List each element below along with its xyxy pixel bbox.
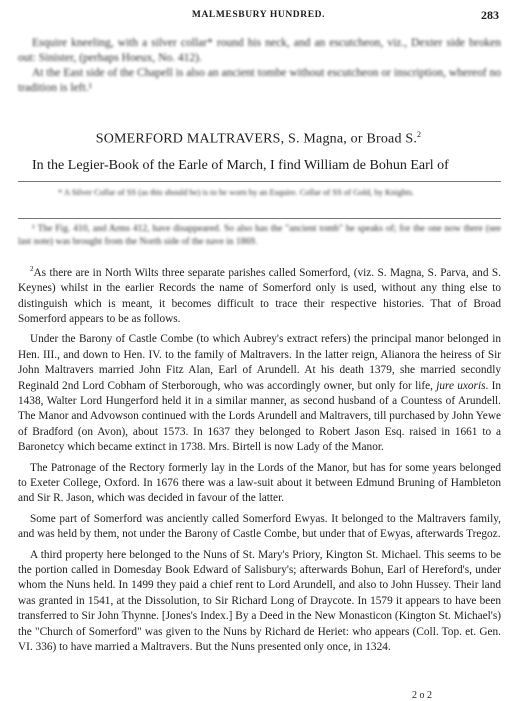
body-paragraph: Some part of Somerford was anciently called Somerford Ewyas. It belonged to the Maltravers family, and was held by them, not under the Barony of Castle Combe, but under that of Ewyas, afterwards Tregoz.: [18, 512, 501, 541]
body-paragraph: $^2$As there are in North Wilts three separate parishes called Somerford, (viz. S. Magna, S. Parva, and S. Keynes) whilst in the earlier Records the name of Somerford only is used, without any thing else to distinguish which is meant, it becomes difficult to trace their respective histories. That of Broad Somerford appears to be as follows.: [18, 265, 501, 325]
page-number: 283: [481, 8, 499, 22]
signature-mark: 2 o 2: [412, 690, 432, 701]
body-paragraph: A third property here belonged to the Nuns of St. Mary's Priory, Kington St. Michael. This seems to be the portion called in Domesday Book Edward of Salisbury's; afterwards Bohun, Earl of Hereford's, under whom the Nuns held. In 1499 they paid a chief rent to Lord Arundell, and also to John Hussey. Their land was granted in 1541, at the Dissolution, to Sir Richard Long of Draycote. In 1579 it appears to have been transferred to Sir John Thynne. [Jones's Index.] By a Deed in the New Monasticon (Kington St. Michael's) the "Church of Somerford" was given to the Nuns by Richard de Heriet: who appears (Coll. Top. et. Gen. VI. 336) to have married a Maltravers. But the Nuns presented only once, in 1324.: [18, 548, 501, 654]
section-title-text: SOMERFORD MALTRAVERS, S. Magna, or Broad S.: [95, 131, 418, 147]
blurred-paragraph-2: At the East side of the Chapell is also an ancient tombe without escutcheon or inscription, whereof no tradition is left.¹: [18, 67, 501, 94]
body-paragraph: The Patronage of the Rectory formerly lay in the Lords of the Manor, but has for some years belonged to Exeter College, Oxford. In 1676 there was a law-suit about it between Edmund Bruning of Hambleton and Sir R. Jason, which was decided in favour of the latter.: [18, 461, 501, 505]
body-paragraph: Under the Barony of Castle Combe (to which Aubrey's extract refers) the principal manor belonged in Hen. III., and down to Hen. IV. to the family of Maltravers. In the latter reign, Alianora the heiress of Sir John Maltravers married John Fitz Alan, Earl of Arundell. At his death 1379, she married secondly Reginald 2nd Lord Cobham of Sterborough, who was accordingly owner, but only for life, jure uxoris. In 1438, Walter Lord Hungerford held it in a similar manner, as second husband of a Countess of Arundell. The Manor and Advowson continued with the Lords Arundell and Maltravers, till purchased by John Yewe of Bradford (on Avon), about 1573. In 1637 they belonged to Robert Jason Esq. raised in 1661 to a Baronetcy which became extinct in 1738. Mrs. Birtell is now Lady of the Manor.: [18, 333, 501, 454]
opening-line: In the Legier-Book of the Earle of March, I find William de Bohun Earl of: [32, 158, 449, 173]
footnote-marker: 2: [30, 265, 34, 273]
section-title-footnote-ref: 2: [417, 130, 422, 139]
running-title: MALMESBURY HUNDRED.: [191, 10, 326, 20]
footnote-divider: [18, 218, 501, 219]
footnote-1: ¹ The Fig. 410, and Arms 412, have disappeared. So also has the "ancient tomb" he speaks of; for the one now there (see last note) was brought from the North side of the nave in 1869.: [18, 224, 501, 247]
latin-phrase: jure uxoris: [436, 379, 486, 392]
footnote-divider: [18, 181, 501, 182]
page-header: [18, 10, 499, 26]
footnote-collar: * A Silver Collar of SS (as this should be) is to be worn by an Esquire. Collar of SS of Gold, by Knights.: [58, 187, 415, 197]
blurred-paragraph-1: Esquire kneeling, with a silver collar* round his neck, and an escutcheon, viz., Dexter side broken out: Sinister, (perhaps Hoeux, No. 412).: [18, 37, 501, 64]
body-text: [18, 262, 501, 661]
section-title: [0, 130, 517, 148]
